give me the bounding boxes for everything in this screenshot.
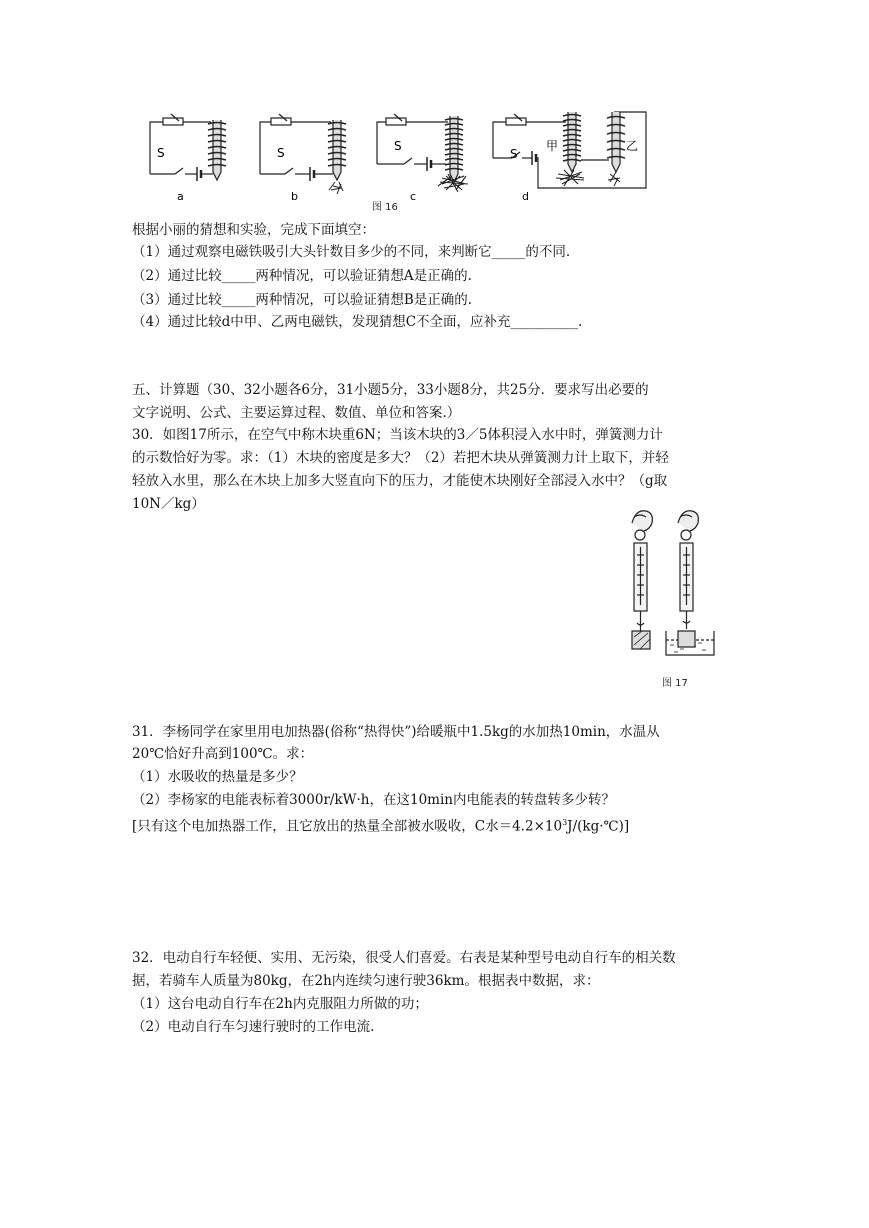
section-5-title-line-1: 五、计算题（30、32小题各6分，31小题5分，33小题8分，共25分．要求写出必要的	[132, 382, 649, 398]
circuit-panel-c	[372, 112, 482, 207]
q31-note-before: [只有这个电加热器工作，且它放出的热量全部被水吸收，C水＝4.2×10	[132, 818, 563, 835]
q30-line-4: 10N／kg）	[132, 496, 205, 512]
panel-label-b: b	[291, 190, 298, 203]
q32-line-2: 据，若骑车人质量为80kg，在2h内连续匀速行驶36km。根据表中数据，求：	[132, 973, 600, 989]
q30-line-2: 的示数恰好为零。求：（1）木块的密度是多大？（2）若把木块从弹簧测力计上取下，并轻	[132, 450, 669, 466]
switch-label-a: S	[157, 146, 165, 160]
q29-item-2: （2）通过比较_____两种情况，可以验证猜想A是正确的.	[132, 268, 472, 284]
circuit-panel-d	[488, 108, 648, 207]
q29-item-1: （1）通过观察电磁铁吸引大头针数目多少的不同，来判断它_____的不同.	[132, 244, 571, 260]
q31-line-1: 31．李杨同学在家里用电加热器(俗称“热得快”)给暖瓶中1.5kg的水加热10min，水温从	[132, 724, 660, 740]
circuit-panel-b	[255, 112, 365, 207]
q29-item-4: （4）通过比较d中甲、乙两电磁铁，发现猜想C不全面，应补充__________.	[132, 314, 583, 330]
q32-item-2: （2）电动自行车匀速行驶时的工作电流.	[132, 1019, 375, 1035]
circuit-panel-a	[135, 112, 245, 207]
switch-label-d: S	[510, 147, 518, 161]
q32-line-1: 32．电动自行车轻便、实用、无污染，很受人们喜爱。右表是某种型号电动自行车的相关数	[132, 950, 676, 966]
q29-item-3: （3）通过比较_____两种情况，可以验证猜想B是正确的.	[132, 292, 473, 308]
panel-label-a: a	[177, 190, 184, 203]
q31-item-1: （1）水吸收的热量是多少？	[132, 769, 303, 785]
q32-item-1: （1）这台电动自行车在2h内克服阻力所做的功；	[132, 996, 428, 1012]
figure-16-caption: 图 16	[372, 202, 398, 213]
panel-label-d: d	[522, 190, 529, 203]
section-5-title-line-2: 文字说明、公式、主要运算过程、数值、单位和答案.）	[132, 405, 461, 421]
q30-line-1: 30．如图17所示，在空气中称木块重6N；当该木块的3／5体积浸入水中时，弹簧测力计	[132, 427, 663, 443]
switch-label-b: S	[277, 146, 285, 160]
q29-intro: 根据小丽的猜想和实验，完成下面填空：	[132, 222, 375, 238]
panel-label-c: c	[410, 190, 417, 203]
q31-note-exponent: 3	[562, 818, 568, 827]
coil-label-jia: 甲	[546, 139, 559, 153]
coil-label-yi: 乙	[626, 139, 639, 153]
q31-item-2: （2）李杨家的电能表标着3000r/kW·h，在这10min内电能表的转盘转多少转？	[132, 792, 615, 808]
q31-line-2: 20℃恰好升高到100℃。求：	[132, 746, 314, 762]
figure-17-caption: 图 17	[662, 678, 688, 689]
q31-note-after: J/(kg·℃)]	[567, 818, 630, 835]
figure-17	[622, 505, 722, 660]
q31-note	[132, 815, 629, 835]
switch-label-c: S	[394, 139, 402, 153]
q30-line-3: 轻放入水里，那么在木块上加多大竖直向下的压力，才能使木块刚好全部浸入水中？（g取	[132, 473, 668, 489]
